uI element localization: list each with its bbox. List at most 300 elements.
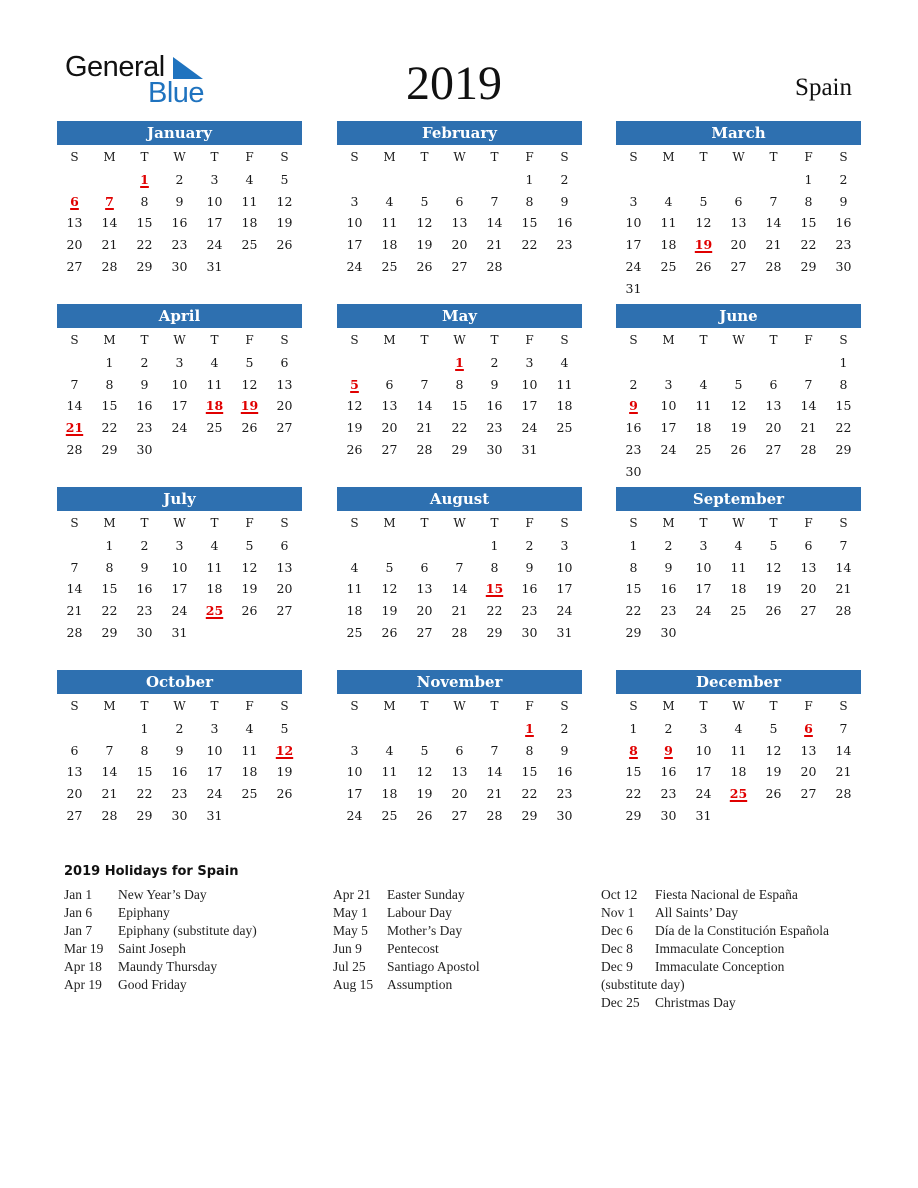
day-cell [616,461,651,483]
day-number: 15 [136,764,153,780]
holiday-date: Dec 9 [601,959,633,974]
day-cell [616,374,651,396]
day-cell [477,439,512,461]
day-cell [756,439,791,461]
empty-cell [407,718,442,740]
holiday-day-cell [127,169,162,191]
day-cell [756,191,791,213]
holiday-column [333,886,480,994]
day-cell [92,417,127,439]
empty-cell [372,718,407,740]
day-cell [57,234,92,256]
day-cell [791,417,826,439]
day-number: 25 [381,258,398,274]
day-number: 15 [835,398,852,414]
day-number: 25 [241,786,258,802]
day-cell [477,352,512,374]
weekday-label: T [420,699,429,713]
day-number: 13 [451,215,468,231]
day-cell [512,740,547,762]
holiday-date: Mar 19 [64,941,104,956]
empty-cell [686,169,721,191]
weekday-label: T [210,333,219,347]
day-cell [92,439,127,461]
day-number: 9 [560,742,569,758]
day-number: 30 [171,807,188,823]
day-number: 12 [416,215,433,231]
day-cell [616,212,651,234]
day-cell [547,212,582,234]
day-number: 11 [241,193,258,209]
day-number: 30 [521,624,538,640]
day-number: 28 [66,624,83,640]
day-number: 6 [804,537,813,553]
day-cell [337,622,372,644]
day-cell [651,718,686,740]
day-number: 5 [699,193,708,209]
month-header: March [616,121,861,145]
day-cell [512,439,547,461]
holiday-day-cell [686,234,721,256]
day-number: 24 [206,237,223,253]
day-number: 7 [70,376,79,392]
day-cell [442,439,477,461]
day-number: 30 [625,463,642,479]
day-cell [442,578,477,600]
day-cell [407,191,442,213]
weekday-label: T [140,150,149,164]
day-number: 4 [350,559,359,575]
day-cell [407,417,442,439]
day-cell [127,557,162,579]
day-number: 6 [70,742,79,758]
day-number: 26 [241,420,258,436]
day-cell [337,439,372,461]
day-number: 13 [416,581,433,597]
day-number: 20 [276,581,293,597]
day-number: 6 [804,720,813,736]
day-number: 8 [140,193,149,209]
day-number: 1 [629,720,638,736]
month-september [616,487,861,644]
day-number: 5 [769,537,778,553]
day-number: 24 [695,786,712,802]
day-cell [791,234,826,256]
day-cell [791,256,826,278]
holiday-name: Immaculate Conception [655,959,785,974]
holiday-row [601,958,829,976]
day-cell [512,783,547,805]
holiday-day-cell [477,578,512,600]
day-cell [372,374,407,396]
day-cell [686,374,721,396]
day-number: 24 [556,603,573,619]
day-cell [547,352,582,374]
day-number: 21 [835,581,852,597]
day-cell [162,352,197,374]
month-grid [337,330,582,461]
day-cell [232,352,267,374]
day-cell [686,578,721,600]
weekday-label: S [280,516,289,530]
day-number: 27 [416,624,433,640]
day-number: 7 [839,537,848,553]
empty-cell [337,169,372,191]
day-cell [57,212,92,234]
month-july [57,487,302,644]
weekday-label: T [769,333,778,347]
day-number: 2 [140,537,149,553]
day-cell [267,191,302,213]
day-cell [442,740,477,762]
day-number: 18 [695,420,712,436]
day-cell [337,234,372,256]
day-cell [512,761,547,783]
weekday-label: T [140,333,149,347]
day-number: 9 [664,742,673,758]
day-number: 10 [171,376,188,392]
month-january [57,121,302,278]
day-number: 15 [800,215,817,231]
month-april [57,304,302,461]
day-cell [442,374,477,396]
day-number: 19 [416,786,433,802]
weekday-label: F [245,333,254,347]
empty-cell [442,535,477,557]
day-number: 26 [241,603,258,619]
day-cell [616,256,651,278]
logo [65,52,215,108]
day-number: 12 [730,398,747,414]
weekday-label: M [383,699,396,713]
day-number: 13 [276,376,293,392]
empty-cell [407,352,442,374]
holiday-name: Labour Day [387,905,452,920]
day-number: 30 [136,441,153,457]
day-cell [232,761,267,783]
day-cell [616,783,651,805]
day-cell [232,234,267,256]
day-cell [92,234,127,256]
day-number: 3 [629,193,638,209]
day-cell [826,439,861,461]
day-cell [477,212,512,234]
month-grid [57,330,302,461]
holiday-day-cell [616,395,651,417]
day-cell [162,374,197,396]
weekday-label: T [699,699,708,713]
holiday-date: Dec 8 [601,941,633,956]
day-number: 24 [171,603,188,619]
day-number: 17 [171,398,188,414]
day-cell [92,622,127,644]
month-header: October [57,670,302,694]
day-cell [547,535,582,557]
day-number: 22 [625,786,642,802]
day-number: 24 [346,807,363,823]
weekday-label: T [769,150,778,164]
weekday-label: T [490,333,499,347]
day-cell [616,191,651,213]
month-june [616,304,861,483]
holiday-row [601,940,829,958]
day-cell [547,805,582,827]
holiday-row [333,958,480,976]
day-cell [547,169,582,191]
day-cell [162,578,197,600]
day-cell [197,535,232,557]
holiday-date: May 5 [333,923,368,938]
weekday-label: T [769,516,778,530]
day-cell [721,740,756,762]
day-number: 9 [839,193,848,209]
day-number: 31 [206,258,223,274]
day-number: 7 [70,559,79,575]
day-cell [826,783,861,805]
day-cell [547,600,582,622]
holiday-row [333,976,480,994]
weekday-label: T [140,516,149,530]
day-number: 19 [346,420,363,436]
day-cell [547,578,582,600]
holiday-day-cell [721,783,756,805]
day-number: 23 [521,603,538,619]
day-cell [337,805,372,827]
day-number: 11 [695,398,712,414]
day-number: 11 [556,376,573,392]
day-cell [337,395,372,417]
day-cell [372,256,407,278]
day-number: 26 [381,624,398,640]
weekday-label: F [525,333,534,347]
weekday-label: T [699,150,708,164]
day-number: 6 [420,559,429,575]
day-number: 16 [521,581,538,597]
day-cell [442,234,477,256]
day-number: 27 [800,786,817,802]
empty-cell [57,718,92,740]
day-cell [267,600,302,622]
weekday-label: T [210,150,219,164]
day-number: 7 [839,720,848,736]
month-header: January [57,121,302,145]
day-number: 3 [175,537,184,553]
day-cell [791,191,826,213]
day-number: 21 [835,764,852,780]
day-number: 9 [525,559,534,575]
month-header: November [337,670,582,694]
day-number: 14 [486,764,503,780]
day-cell [686,600,721,622]
day-cell [756,740,791,762]
day-cell [826,600,861,622]
day-cell [162,718,197,740]
holiday-row [64,922,257,940]
month-header: June [616,304,861,328]
day-cell [547,783,582,805]
weekday-label: S [70,333,79,347]
day-number: 31 [556,624,573,640]
day-cell [477,805,512,827]
empty-cell [651,352,686,374]
day-cell [267,761,302,783]
month-grid [616,147,861,300]
day-number: 15 [521,764,538,780]
day-cell [57,600,92,622]
day-cell [651,395,686,417]
holiday-name: Epiphany [118,905,170,920]
day-cell [407,256,442,278]
month-header: December [616,670,861,694]
weekday-label: S [350,516,359,530]
holiday-day-cell [57,191,92,213]
day-number: 12 [241,559,258,575]
day-number: 10 [521,376,538,392]
day-cell [477,191,512,213]
day-number: 10 [171,559,188,575]
day-cell [197,191,232,213]
day-cell [721,212,756,234]
day-number: 3 [210,171,219,187]
weekday-label: F [525,516,534,530]
weekday-label: T [420,516,429,530]
day-number: 3 [525,354,534,370]
empty-cell [616,169,651,191]
day-number: 9 [175,742,184,758]
day-number: 9 [664,559,673,575]
day-cell [686,557,721,579]
day-number: 17 [206,215,223,231]
day-cell [791,439,826,461]
weekday-label: T [140,699,149,713]
weekday-label: S [280,150,289,164]
day-number: 4 [385,742,394,758]
day-number: 13 [765,398,782,414]
weekday-label: S [70,150,79,164]
day-number: 12 [765,559,782,575]
day-number: 3 [699,537,708,553]
day-number: 30 [660,807,677,823]
day-number: 29 [486,624,503,640]
day-number: 29 [101,441,118,457]
day-cell [442,417,477,439]
weekday-label: M [662,699,675,713]
day-cell [442,256,477,278]
day-number: 5 [280,171,289,187]
day-number: 10 [695,742,712,758]
holiday-name: Pentecost [387,941,439,956]
day-number: 16 [486,398,503,414]
day-number: 1 [839,354,848,370]
weekday-label: F [525,699,534,713]
day-cell [442,622,477,644]
holidays-title: 2019 Holidays for Spain [64,864,239,879]
day-number: 7 [420,376,429,392]
day-number: 3 [350,193,359,209]
day-cell [57,439,92,461]
day-number: 31 [521,441,538,457]
day-cell [442,557,477,579]
day-number: 17 [346,786,363,802]
holiday-day-cell [442,352,477,374]
weekday-label: W [732,150,745,164]
holiday-row [601,922,829,940]
day-number: 17 [521,398,538,414]
day-number: 8 [839,376,848,392]
day-cell [232,191,267,213]
holiday-row [601,976,829,994]
holiday-name: New Year’s Day [118,887,207,902]
day-number: 1 [455,354,464,370]
day-cell [791,212,826,234]
holiday-date: Dec 25 [601,995,640,1010]
day-cell [721,557,756,579]
day-number: 14 [66,581,83,597]
day-cell [826,557,861,579]
empty-cell [372,352,407,374]
day-cell [826,234,861,256]
day-number: 6 [70,193,79,209]
day-number: 29 [625,624,642,640]
day-cell [57,740,92,762]
weekday-label: M [383,150,396,164]
day-number: 5 [420,742,429,758]
holiday-row [601,886,829,904]
holiday-name: Fiesta Nacional de España [655,887,798,902]
holiday-day-cell [197,600,232,622]
day-cell [372,191,407,213]
day-number: 13 [276,559,293,575]
weekday-label: F [245,150,254,164]
day-cell [197,718,232,740]
month-grid [337,696,582,827]
day-cell [162,783,197,805]
empty-cell [721,352,756,374]
day-cell [826,374,861,396]
day-cell [826,256,861,278]
weekday-label: M [662,150,675,164]
weekday-label: S [560,333,569,347]
day-number: 2 [140,354,149,370]
day-cell [721,191,756,213]
day-number: 5 [420,193,429,209]
month-november [337,670,582,827]
weekday-label: M [383,516,396,530]
weekday-label: F [245,699,254,713]
day-cell [616,557,651,579]
weekday-label: S [280,699,289,713]
day-number: 25 [205,603,224,619]
day-cell [127,439,162,461]
day-cell [721,718,756,740]
day-number: 11 [381,215,398,231]
day-cell [337,417,372,439]
day-number: 2 [175,171,184,187]
day-number: 20 [730,237,747,253]
holiday-date: Oct 12 [601,887,638,902]
day-number: 5 [385,559,394,575]
day-number: 30 [660,624,677,640]
day-number: 19 [276,764,293,780]
day-number: 29 [136,807,153,823]
day-cell [372,783,407,805]
day-number: 2 [490,354,499,370]
day-number: 2 [560,171,569,187]
holiday-day-cell [232,395,267,417]
weekday-label: S [839,516,848,530]
day-number: 9 [629,398,638,414]
day-cell [756,395,791,417]
